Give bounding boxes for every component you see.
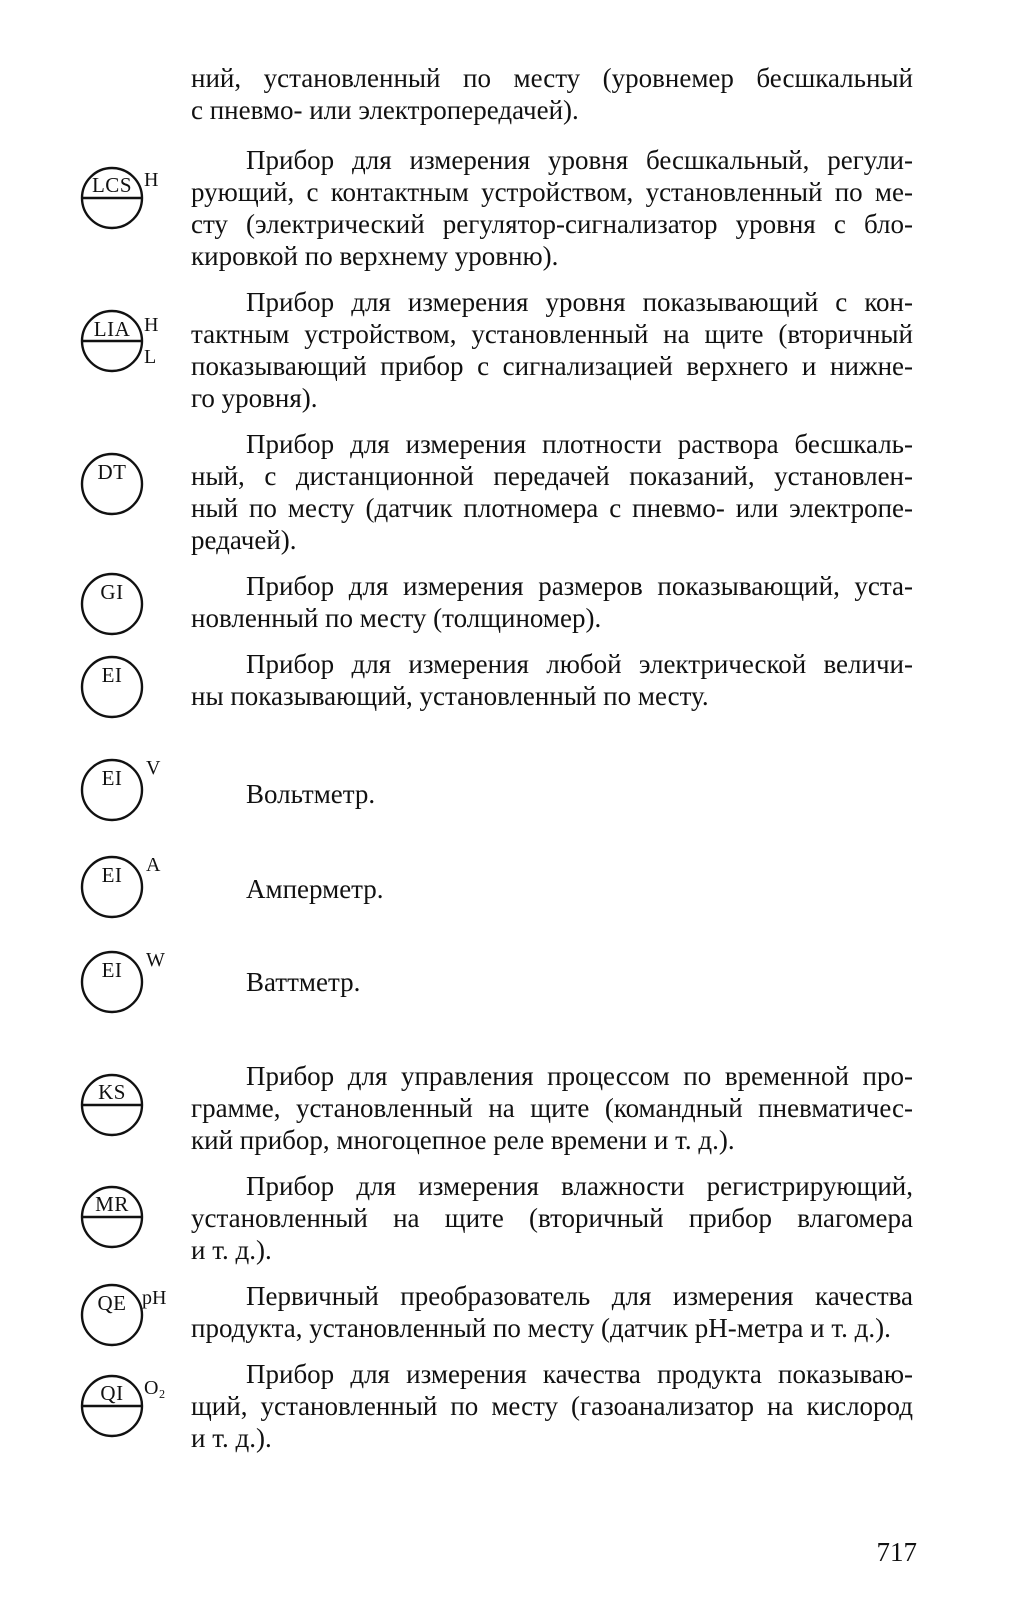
entry-text xyxy=(191,1170,913,1266)
entry-text xyxy=(191,62,913,126)
text-line: рующий, с контактным устройством, установленный по ме- xyxy=(191,177,913,207)
instrument-symbol xyxy=(80,758,220,822)
entry-text xyxy=(191,144,913,272)
text-line: показывающий прибор с сигнализацией верхнего и нижне- xyxy=(191,351,913,381)
entry-text xyxy=(191,1280,913,1344)
text-line: с пневмо- или электропередачей). xyxy=(191,95,579,125)
text-line: го уровня). xyxy=(191,383,318,413)
text-line: Прибор для измерения влажности регистрирующий, xyxy=(246,1171,913,1201)
instrument-symbol xyxy=(80,950,220,1014)
instrument-sup-top: V xyxy=(146,757,161,779)
text-line: Прибор для измерения плотности раствора бесшкаль- xyxy=(246,429,913,459)
text-line: Прибор для измерения качества продукта показываю- xyxy=(246,1359,913,1389)
text-line: Прибор для измерения любой электрической величи- xyxy=(246,649,913,679)
text-line: ный по месту (датчик плотномера с пневмо- или электропе- xyxy=(191,493,913,523)
text-line: кировкой по верхнему уровню). xyxy=(191,241,559,271)
instrument-code: DT xyxy=(97,460,127,484)
text-line: щий, установленный по месту (газоанализатор на кислород xyxy=(191,1391,913,1421)
text-line: ны показывающий, установленный по месту. xyxy=(191,681,709,711)
instrument-sup-top: pH xyxy=(142,1287,167,1309)
text-line: грамме, установленный на щите (командный пневматичес- xyxy=(191,1093,913,1123)
instrument-code: LIA xyxy=(93,317,131,341)
instrument-code: GI xyxy=(100,580,124,604)
instrument-code: MR xyxy=(95,1192,129,1216)
entry-text xyxy=(191,286,913,414)
text-line: кий прибор, многоцепное реле времени и т. д.). xyxy=(191,1125,735,1155)
instrument-code: EI xyxy=(101,766,123,790)
text-line: редачей). xyxy=(191,525,297,555)
text-line: Прибор для измерения уровня бесшкальный, регули- xyxy=(246,145,913,175)
instrument-sup-top: W xyxy=(146,949,165,971)
text-line: Прибор для управления процессом по временной про- xyxy=(246,1061,913,1091)
text-line: Прибор для измерения уровня показывающий с кон- xyxy=(246,287,913,317)
text-line: и т. д.). xyxy=(191,1423,272,1453)
text-line: Первичный преобразователь для измерения качества xyxy=(246,1281,913,1311)
instrument-code: EI xyxy=(101,958,123,982)
instrument-code: KS xyxy=(98,1080,126,1104)
entry-text xyxy=(191,428,913,556)
instrument-sup-top: H xyxy=(144,314,159,336)
instrument-code: QI xyxy=(100,1381,124,1405)
page-number: 717 xyxy=(876,1537,917,1567)
instrument-sup-bottom: L xyxy=(144,346,157,368)
text-line: Прибор для измерения размеров показывающий, уста- xyxy=(246,571,913,601)
text-line: сту (электрический регулятор-сигнализатор уровня с бло- xyxy=(191,209,913,239)
instrument-sup-top: A xyxy=(146,854,161,876)
text-line: продукта, установленный по месту (датчик pH-метра и т. д.). xyxy=(191,1313,891,1343)
instrument-code: LCS xyxy=(91,173,132,197)
entry-text xyxy=(191,648,913,712)
text-line: тактным устройством, установленный на щите (вторичный xyxy=(191,319,913,349)
entry-text xyxy=(191,1358,913,1454)
text-line: новленный по месту (толщиномер). xyxy=(191,603,602,633)
text-line: и т. д.). xyxy=(191,1235,272,1265)
entry-text: Вольтметр. xyxy=(246,779,376,809)
instrument-code: EI xyxy=(101,663,123,687)
text-line: установленный на щите (вторичный прибор влагомера xyxy=(191,1203,913,1233)
text-line: ний, установленный по месту (уровнемер бесшкальный xyxy=(191,63,913,93)
instrument-sup-top: H xyxy=(144,169,159,191)
instrument-code: EI xyxy=(101,863,123,887)
entry-text: Ваттметр. xyxy=(246,967,361,997)
instrument-code: QE xyxy=(97,1291,127,1315)
entry-text xyxy=(191,1060,913,1156)
entry-text xyxy=(191,570,913,634)
instrument-symbol xyxy=(80,855,220,919)
instrument-sup-top: O₂ xyxy=(144,1377,166,1399)
entry-text: Амперметр. xyxy=(246,874,384,904)
text-line: ный, с дистанционной передачей показаний, установлен- xyxy=(191,461,913,491)
